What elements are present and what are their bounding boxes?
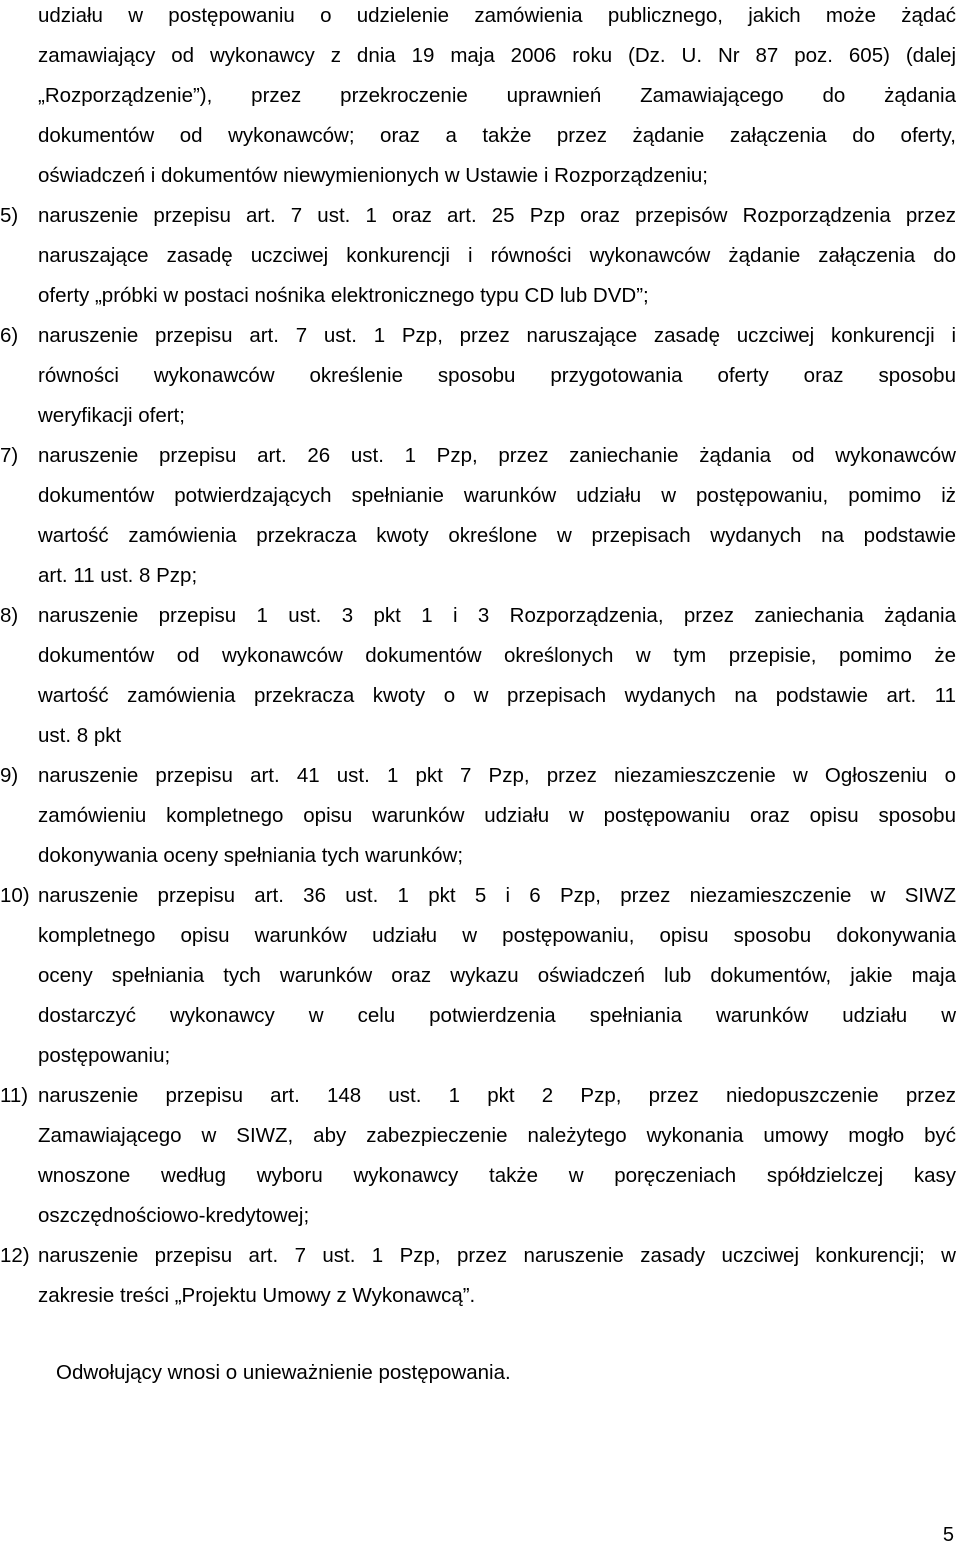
text-line: „Rozporządzenie”), przez przekroczenie uprawnień Zamawiającego do żądania [38, 84, 956, 107]
list-item-line: naruszenie przepisu art. 7 ust. 1 Pzp, przez naruszające zasadę uczciwej konkurencji i [38, 324, 956, 347]
list-item-line: dostarczyć wykonawcy w celu potwierdzenia spełniania warunków udziału w [38, 1004, 956, 1027]
list-item-line: ust. 8 pkt [38, 724, 122, 747]
list-item-line: postępowaniu; [38, 1044, 171, 1067]
list-item-number: 8) [0, 604, 19, 627]
list-item-line: naruszenie przepisu 1 ust. 3 pkt 1 i 3 Rozporządzenia, przez zaniechania żądania [38, 604, 956, 627]
list-item-line: dokonywania oceny spełniania tych warunków; [38, 844, 464, 867]
text-line: udziału w postępowaniu o udzielenie zamówienia publicznego, jakich może żądać [38, 4, 956, 27]
text-line: dokumentów od wykonawców; oraz a także przez żądanie załączenia do oferty, [38, 124, 956, 147]
list-item-line: naruszające zasadę uczciwej konkurencji i równości wykonawców żądanie załączenia do [38, 244, 956, 267]
list-item-line: oceny spełniania tych warunków oraz wykazu oświadczeń lub dokumentów, jakie maja [38, 964, 956, 987]
list-item-line: oszczędnościowo-kredytowej; [38, 1204, 310, 1227]
text-line: zamawiający od wykonawcy z dnia 19 maja 2006 roku (Dz. U. Nr 87 poz. 605) (dalej [38, 44, 956, 67]
page-number: 5 [942, 1524, 954, 1546]
list-item-number: 10) [0, 884, 30, 907]
list-item-number: 5) [0, 204, 19, 227]
list-item-line: oferty „próbki w postaci nośnika elektronicznego typu CD lub DVD”; [38, 284, 649, 307]
list-item-number: 7) [0, 444, 19, 467]
list-item-number: 6) [0, 324, 19, 347]
list-item-line: równości wykonawców określenie sposobu przygotowania oferty oraz sposobu [38, 364, 956, 387]
list-item-line: dokumentów potwierdzających spełnianie warunków udziału w postępowaniu, pomimo iż [38, 484, 956, 507]
list-item-line: kompletnego opisu warunków udziału w postępowaniu, opisu sposobu dokonywania [38, 924, 956, 947]
list-item-line: wnoszone według wyboru wykonawcy także w poręczeniach spółdzielczej kasy [38, 1164, 956, 1187]
list-item-line: naruszenie przepisu art. 7 ust. 1 Pzp, przez naruszenie zasady uczciwej konkurencji; w [38, 1244, 956, 1267]
conclusion-text: Odwołujący wnosi o unieważnienie postępowania. [56, 1361, 511, 1384]
list-item-line: zamówieniu kompletnego opisu warunków udziału w postępowaniu oraz opisu sposobu [38, 804, 956, 827]
list-item-number: 9) [0, 764, 19, 787]
list-item-number: 11) [0, 1084, 29, 1107]
list-item-line: wartość zamówienia przekracza kwoty określone w przepisach wydanych na podstawie [38, 524, 956, 547]
list-item-line: naruszenie przepisu art. 36 ust. 1 pkt 5 i 6 Pzp, przez niezamieszczenie w SIWZ [38, 884, 956, 907]
list-item-line: naruszenie przepisu art. 7 ust. 1 oraz art. 25 Pzp oraz przepisów Rozporządzenia przez [38, 204, 956, 227]
list-item-line: naruszenie przepisu art. 26 ust. 1 Pzp, przez zaniechanie żądania od wykonawców [38, 444, 956, 467]
list-item-line: wartość zamówienia przekracza kwoty o w przepisach wydanych na podstawie art. 11 [38, 684, 956, 707]
list-item-line: naruszenie przepisu art. 148 ust. 1 pkt 2 Pzp, przez niedopuszczenie przez [38, 1084, 956, 1107]
text-line: oświadczeń i dokumentów niewymienionych w Ustawie i Rozporządzeniu; [38, 164, 708, 187]
list-item-number: 12) [0, 1244, 30, 1267]
list-item-line: naruszenie przepisu art. 41 ust. 1 pkt 7 Pzp, przez niezamieszczenie w Ogłoszeniu o [38, 764, 956, 787]
list-item-line: Zamawiającego w SIWZ, aby zabezpieczenie należytego wykonania umowy mogło być [38, 1124, 956, 1147]
list-item-line: zakresie treści „Projektu Umowy z Wykonawcą”. [38, 1284, 476, 1307]
list-item-line: weryfikacji ofert; [38, 404, 185, 427]
list-item-line: dokumentów od wykonawców dokumentów określonych w tym przepisie, pomimo że [38, 644, 956, 667]
list-item-line: art. 11 ust. 8 Pzp; [38, 564, 198, 587]
